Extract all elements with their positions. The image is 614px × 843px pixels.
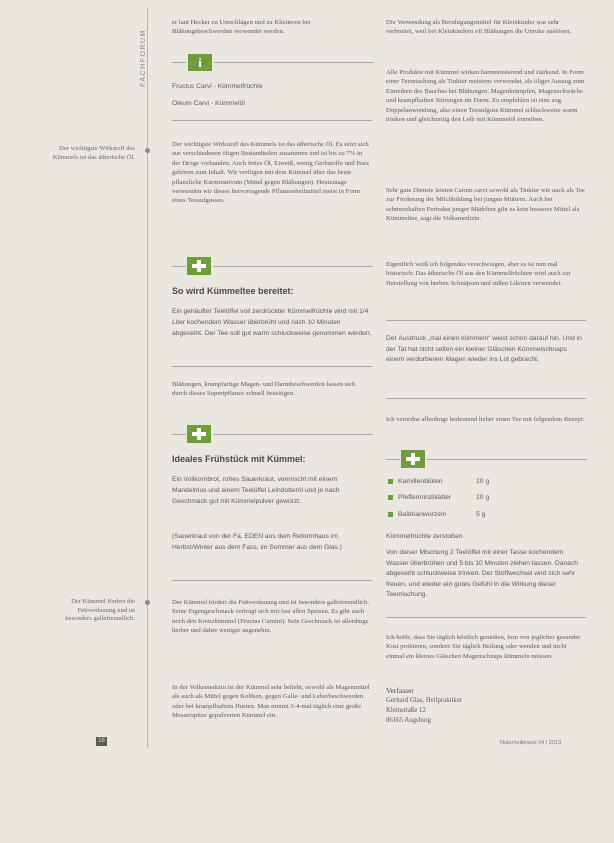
divider	[427, 459, 587, 460]
tea-preparation: Ein gehäufter Teelöffel voll zerdrückter Kümmelfrüchte wird mit 1/4 Liter kochendem Wasser überbrüht und nach 10 Minuten abgeseiht. Der Tee soll gut warm schluckweise genommen werden.	[172, 308, 372, 337]
margin-note: Der Kümmel fördert die Fettverdauung und ist besonders gallefreundlich.	[65, 598, 135, 623]
green-square-icon	[388, 495, 393, 500]
divider	[386, 398, 586, 399]
intro-text: er laut Hecker zu Umschlägen und zu Klistieren bei Blähungsbeschwerden verwendet werden.	[172, 19, 311, 36]
divider	[172, 434, 186, 435]
green-cross-icon	[401, 450, 425, 468]
blend-item: Kamillenblüten 10 g	[388, 478, 489, 485]
breakfast-note: (Sauerkraut von der Fa. EDEN aus dem Reformhaus im Herbst/Winter aus dem Fass, im Sommer aus dem Glas.)	[172, 533, 342, 551]
paragraph: Sehr gute Dienste leisten Carum carvi sowohl als Tinktur wie auch als Tee zur Förderung der Milchbildung bei jungen Müttern. Auch bei schmerzhaften Perioden junger Mädchen gibt es kein besseres Mittel als Kümmeltee, sagt die Volksmedizin.	[386, 187, 585, 223]
divider	[213, 434, 373, 435]
green-cross-icon	[187, 257, 211, 275]
paragraph: Die Verwendung als Beruhigungsmittel für Kleinkinder war sehr verbreitet, weil bei Kleinkindern oft Blähungen die Unruhe auslösen.	[386, 19, 571, 36]
author-street: Kleinstraße 12	[386, 707, 426, 714]
heading: So wird Kümmeltee bereitet:	[172, 286, 294, 296]
paragraph: Eigentlich weiß ich folgendes verschwiegen, aber es ist nun mal historisch: Das ätherische Öl aus den Kümmelfrüchten wird auch zur Herstellung von herben Schnäpsen und süßen Likören verwendet.	[386, 261, 571, 287]
divider	[386, 459, 400, 460]
author-city: 86165 Augsburg	[386, 717, 432, 724]
green-square-icon	[388, 479, 393, 484]
paragraph: Der wichtigste Wirkstoff des Kümmels ist das ätherische Öl. Es setzt sich aus verschiedenen öligen Bestandteilen zusammen und ist bis zu 7% in der Droge vorhanden. Auch fettes Öl, Eiweiß, wenig Gerbstoffe und Harz gehören zum Inhalt. Wir verfügen mit dem Kümmel über das beste pflanzliche Karminativum (Mittel gegen Blähungen). Heutzutage verwenden wir dieses hervorragende Pflanzenheilmittel meist in Form eines Teeaufgusses.	[172, 141, 370, 205]
margin-note: Der wichtigste Wirkstoff des Kümmels ist das ätherische Öl.	[52, 145, 135, 161]
margin-bullet	[145, 600, 150, 605]
divider	[386, 320, 586, 321]
green-cross-icon	[187, 425, 211, 443]
page-number: 18	[96, 737, 107, 746]
divider	[172, 580, 372, 581]
blend-instructions: Von dieser Mischung 2 Teelöffel mit einer Tasse kochendem Wasser überbrühen und 5 bis 10 Minuten ziehen lassen. Danach abgeseiht schluckweise trinken. Der Stoffwechsel wird sich sehr freuen, und wieder ein gutes Gefühl in die Wirkung dieser Teemischung.	[386, 549, 578, 598]
info-item: Fructus Carvi - Kümmelfrüchte	[172, 83, 263, 90]
paragraph: Blähungen, krampfartige Magen- und Darmbeschwerden lassen sich durch dieses Supertpflanze schnell beseitigen.	[172, 381, 356, 398]
divider	[213, 266, 373, 267]
paragraph: In der Volksmedizin ist der Kümmel sehr beliebt, sowohl als Magenmittel als auch als Mittel gegen Koliken, gegen Galle- und Leberbeschwerden oder bei krampfhaftem Husten. Man nimmt 3-4-mal täglich eine große Messerspitze gepulverten Kümmel ein.	[172, 684, 370, 720]
divider	[386, 617, 586, 618]
green-square-icon	[388, 512, 393, 517]
blend-item: Baldrianwurzeln 5 g	[388, 511, 485, 518]
paragraph: Ich verordne allerdings bedeutend lieber einen Tee mit folgendem Rezept:	[386, 416, 585, 423]
blend-label: Kümmelfrüchte zerstoßen	[386, 533, 463, 540]
info-item: Oleum Carvi - Kümmelöl	[172, 100, 245, 107]
section-label: FACHFORUM	[140, 29, 147, 87]
author-label: Verfasser	[386, 686, 414, 695]
quote-box: Der Ausdruck „mal einen kümmeln“ weist schon darauf hin. Und in der Tat hat nicht selten ein kleiner Gläschen Kümmelschnaps einem verdorbenen Magen wieder ins Lot gebracht.	[386, 335, 582, 363]
blend-item: Pfefferminzblätter 10 g	[388, 494, 489, 501]
divider	[172, 120, 372, 121]
info-icon: i	[188, 54, 212, 71]
margin-bullet	[145, 148, 150, 153]
divider	[214, 62, 374, 63]
paragraph: Der Kümmel fördert die Fettverdauung und ist besonders gallefreundlich. Seine Eigengeschmack verträgt sich mit fast allen Speisen. Es gibt auch noch den Kreuzkümmel (Fructus Cumini). Sein Geschmack ist allerdings herber und daher weniger angenehm.	[172, 599, 370, 635]
footer-label: Naturheilpraxis 04 | 2013	[500, 740, 562, 746]
divider	[172, 62, 186, 63]
author-name: Gerhard Glas, Heilpraktiker	[386, 697, 463, 704]
column-divider	[147, 8, 148, 748]
breakfast-text: Ein Vollkornbrot, rohes Sauerkraut, vermischt mit einem Mandelmus und einem Teelöffel Leindotteröl und je nach Geschmack gut mit Kümmelpulver gewürzt.	[172, 476, 340, 505]
divider	[172, 366, 372, 367]
divider	[172, 266, 186, 267]
heading: Ideales Frühstück mit Kümmel:	[172, 454, 306, 464]
paragraph: Ich hoffe, dass Sie täglich köstlich genießen, fern von jeglicher gesunder Kost probieren, sondern Sie täglich Heilung oder wenden und nicht einmal ein kleines Gläschen Magenschnaps kümmeln müssen.	[386, 634, 581, 660]
paragraph: Alle Produkte mit Kümmel wirken harmonisierend und stärkend. In Form einer Teemischung als Tinktur meistens verwendet, als öliger Auszug zum Einreiben des Bauches bei Blähungen. Magenkrämpfen, Magenschwäche und krampfhaften Störungen im Darm. Zu empfehlen ist eine sog. Doppelanwendung, also einen Teeaufguss Kümmel schluckweise warm trinken und gleichzeitig den Leib mit Kümmelöl einreiben.	[386, 69, 585, 124]
